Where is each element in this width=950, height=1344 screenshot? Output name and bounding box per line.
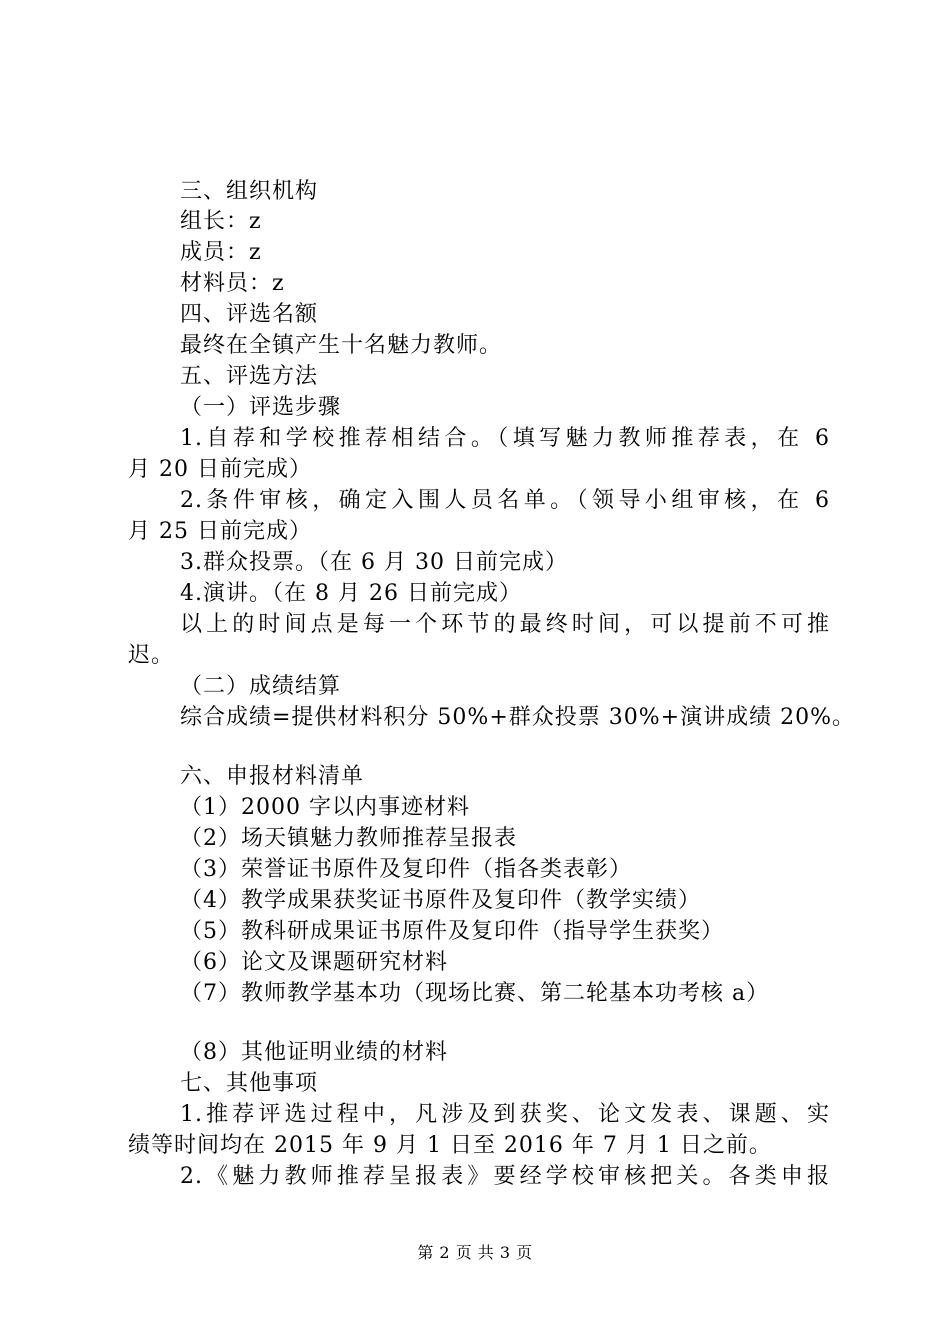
heading-materials: 六、申报材料清单 — [180, 764, 365, 789]
list-item: （8）其他证明业绩的材料 — [180, 1040, 448, 1065]
list-item: （7）教师教学基本功（现场比赛、第二轮基本功考核 a） — [180, 981, 770, 1006]
list-item: （5）教科研成果证书原件及复印件（指导学生获奖） — [180, 919, 724, 944]
text-line: 组长：z — [180, 209, 262, 234]
text-line: 绩等时间均在 2015 年 9 月 1 日至 2016 年 7 月 1 日之前。 — [128, 1133, 772, 1158]
heading-quota: 四、评选名额 — [180, 302, 319, 327]
text-line: 综合成绩=提供材料积分 50%+群众投票 30%+演讲成绩 20%。 — [180, 705, 855, 730]
heading-organization: 三、组织机构 — [180, 179, 319, 204]
text-line: 成员：z — [180, 240, 262, 265]
text-line: 2.《魅力教师推荐呈报表》要经学校审核把关。各类申报 — [180, 1164, 830, 1189]
heading-method: 五、评选方法 — [180, 364, 319, 389]
text-line: 材料员：z — [180, 271, 285, 296]
text-line: 最终在全镇产生十名魅力教师。 — [180, 333, 503, 358]
text-line: 月 25 日前完成） — [128, 519, 312, 544]
text-line: 以上的时间点是每一个环节的最终时间，可以提前不可推 — [180, 612, 830, 637]
text-line: 月 20 日前完成） — [128, 457, 312, 482]
text-line: 4.演讲。（在 8 月 26 日前完成） — [180, 581, 522, 606]
list-item: （2）场天镇魅力教师推荐呈报表 — [180, 826, 517, 851]
heading-other: 七、其他事项 — [180, 1071, 319, 1096]
subheading-steps: （一）评选步骤 — [180, 395, 342, 420]
list-item: （6）论文及课题研究材料 — [180, 950, 448, 975]
list-item: （3）荣誉证书原件及复印件（指各类表彰） — [180, 857, 632, 882]
text-line: 2.条件审核，确定入围人员名单。（领导小组审核，在 6 — [180, 488, 830, 513]
list-item: （4）教学成果获奖证书原件及复印件（教学实绩） — [180, 888, 701, 913]
list-item: （1）2000 字以内事迹材料 — [180, 795, 470, 820]
subheading-score: （二）成绩结算 — [180, 674, 342, 699]
page-footer: 第 2 页 共 3 页 — [417, 1243, 533, 1262]
text-line: 3.群众投票。（在 6 月 30 日前完成） — [180, 550, 568, 575]
text-line: 1.自荐和学校推荐相结合。（填写魅力教师推荐表，在 6 — [180, 426, 830, 451]
text-line: 迟。 — [128, 643, 175, 668]
text-line: 1.推荐评选过程中，凡涉及到获奖、论文发表、课题、实 — [180, 1102, 830, 1127]
